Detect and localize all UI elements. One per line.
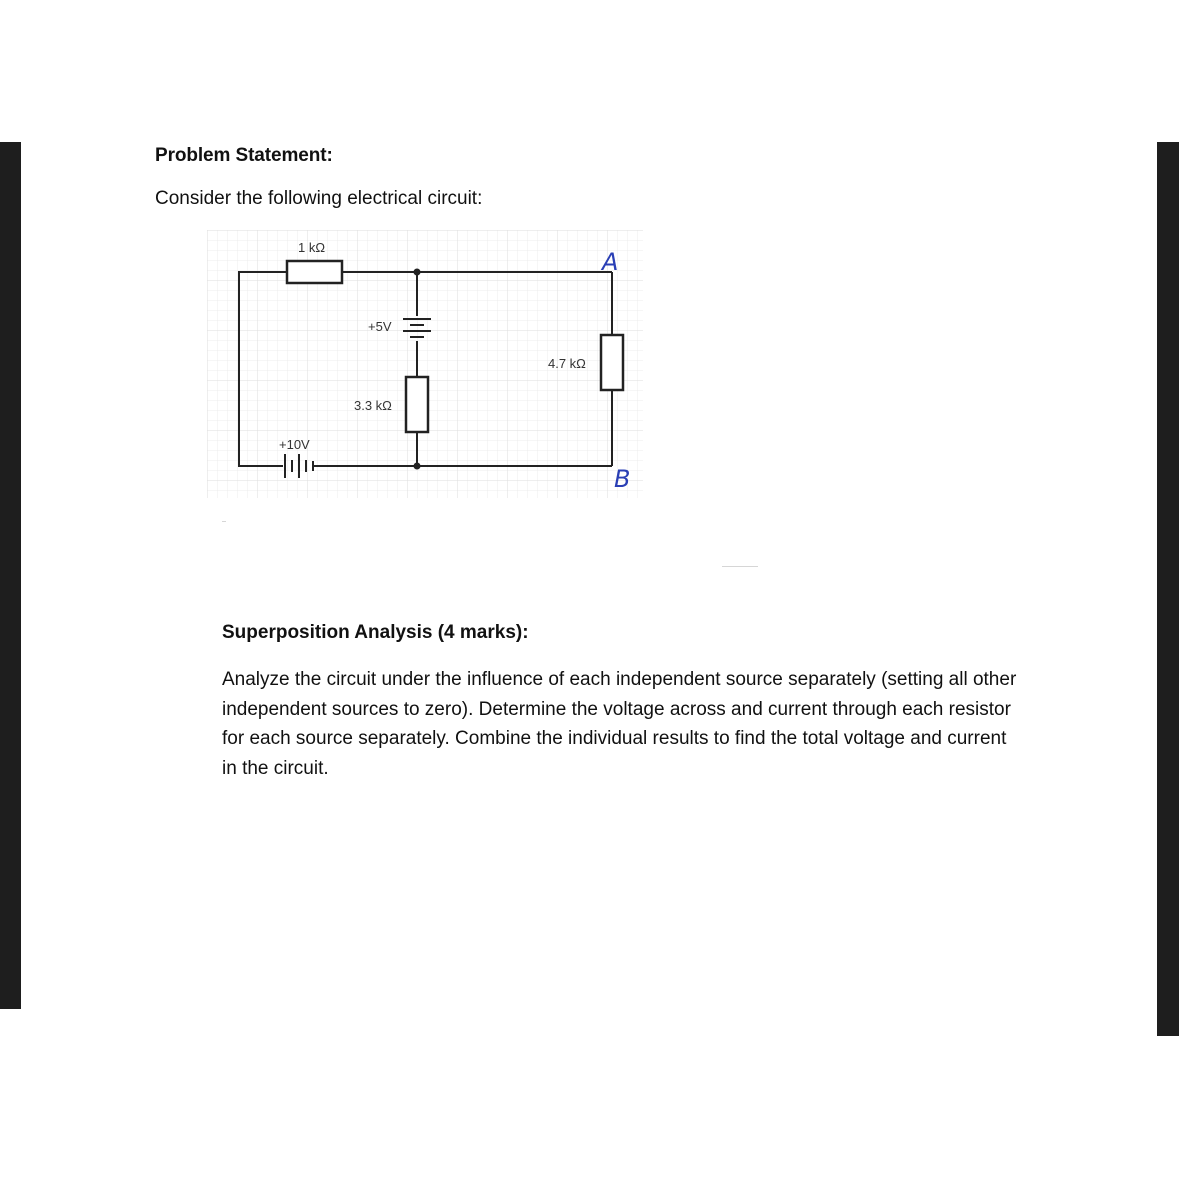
label-10v: +10V <box>279 437 310 452</box>
intro-line: Consider the following electrical circuit: <box>155 188 483 209</box>
resistor-3-3k <box>406 377 428 432</box>
left-frame-bar <box>0 142 21 1009</box>
resistor-1k <box>287 261 342 283</box>
node-b-label: B <box>614 465 631 493</box>
superposition-heading: Superposition Analysis (4 marks): <box>222 622 529 643</box>
label-4-7k: 4.7 kΩ <box>548 356 586 371</box>
node-a-label: A <box>602 248 619 276</box>
superposition-body: Analyze the circuit under the influence of each independent source separately (setting all other independent sources to zero). Determine the voltage across and current through each resistor for each source separately. Combine the individual results to find the total voltage and current in the circuit. <box>222 669 1017 779</box>
resistor-4-7k <box>601 335 623 390</box>
circuit-svg <box>207 230 643 498</box>
label-3-3k: 3.3 kΩ <box>354 398 392 413</box>
problem-statement-heading: Problem Statement: <box>155 145 333 166</box>
scan-speck <box>722 566 758 567</box>
junction-bottom <box>414 463 421 470</box>
label-1k: 1 kΩ <box>298 240 326 255</box>
right-frame-bar <box>1157 142 1179 1036</box>
scan-speck <box>222 521 226 522</box>
label-5v: +5V <box>368 319 392 334</box>
circuit-diagram <box>207 230 643 498</box>
junction-top <box>414 269 421 276</box>
